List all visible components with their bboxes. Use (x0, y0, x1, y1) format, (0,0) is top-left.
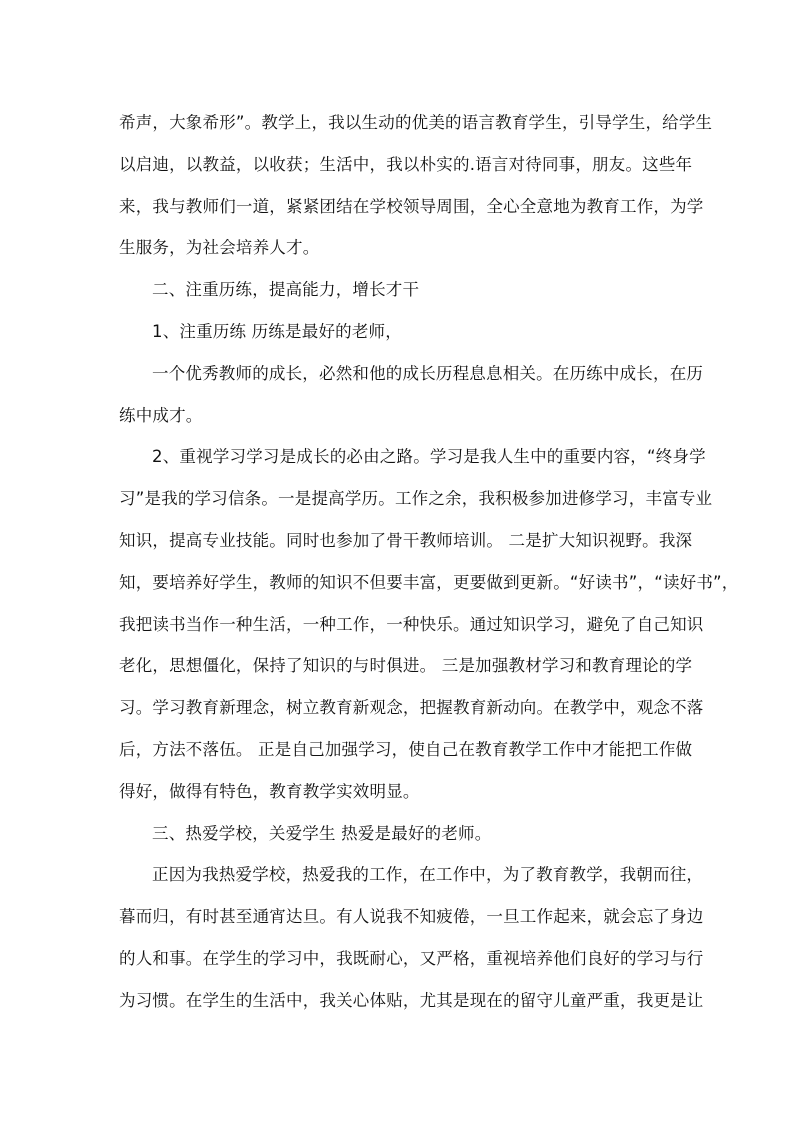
text-line: 的人和事。在学生的学习中，我既耐心，又严格，重视培养他们良好的学习与行 (119, 948, 704, 968)
text-line: 知，要培养好学生，教师的知识不但要丰富，更要做到更新。“好读书”，“读好书”， (119, 572, 739, 592)
text-line: 1、注重历练 历练是最好的老师， (152, 321, 402, 341)
text-line: 习。学习教育新理念，树立教育新观念，把握教育新动向。在教学中，观念不落 (119, 698, 704, 718)
text-line: 希声，大象希形”。教学上，我以生动的优美的语言教育学生，引导学生，给学生 (119, 113, 713, 132)
document-body (119, 102, 739, 1022)
text-line: 习”是我的学习信条。一是提高学历。工作之余，我积极参加进修学习，丰富专业 (119, 489, 713, 509)
text-line: 为习惯。在学生的生活中，我关心体贴，尤其是现在的留守儿童严重，我更是让 (119, 990, 704, 1010)
text-line: 正因为我热爱学校，热爱我的工作，在工作中，为了教育教学，我朝而往， (152, 865, 704, 885)
text-line: 知识，提高专业技能。同时也参加了骨干教师培训。 二是扩大知识视野。我深 (119, 530, 693, 550)
text-line: 练中成才。 (119, 405, 203, 425)
text-line: 老化，思想僵化，保持了知识的与时俱进。 三是加强教材学习和教育理论的学 (119, 656, 693, 676)
text-line: 暮而归，有时甚至通宵达旦。有人说我不知疲倦，一旦工作起来，就会忘了身边 (119, 907, 704, 927)
text-line: 后，方法不落伍。 正是自己加强学习，使自己在教育教学工作中才能把工作做 (119, 739, 693, 759)
text-line: 来，我与教师们一道，紧紧团结在学校领导周围，全心全意地为教育工作，为学 (119, 196, 704, 216)
text-line: 以启迪，以教益，以收获；生活中，我以朴实的.语言对待同事，朋友。这些年 (119, 154, 693, 174)
text-line: 2、重视学习学习是成长的必由之路。学习是我人生中的重要内容，“终身学 (152, 447, 706, 467)
text-line: 一个优秀教师的成长，必然和他的成长历程息息相关。在历练中成长，在历 (152, 363, 704, 383)
text-line: 生服务，为社会培养人才。 (119, 238, 320, 258)
text-line: 二、注重历练，提高能力，增长才干 (152, 280, 420, 300)
text-line: 得好，做得有特色，教育教学实效明显。 (119, 781, 420, 801)
text-line: 我把读书当作一种生活，一种工作，一种快乐。通过知识学习，避免了自己知识 (119, 614, 704, 634)
text-line: 三、热爱学校，关爱学生 热爱是最好的老师。 (152, 823, 492, 843)
